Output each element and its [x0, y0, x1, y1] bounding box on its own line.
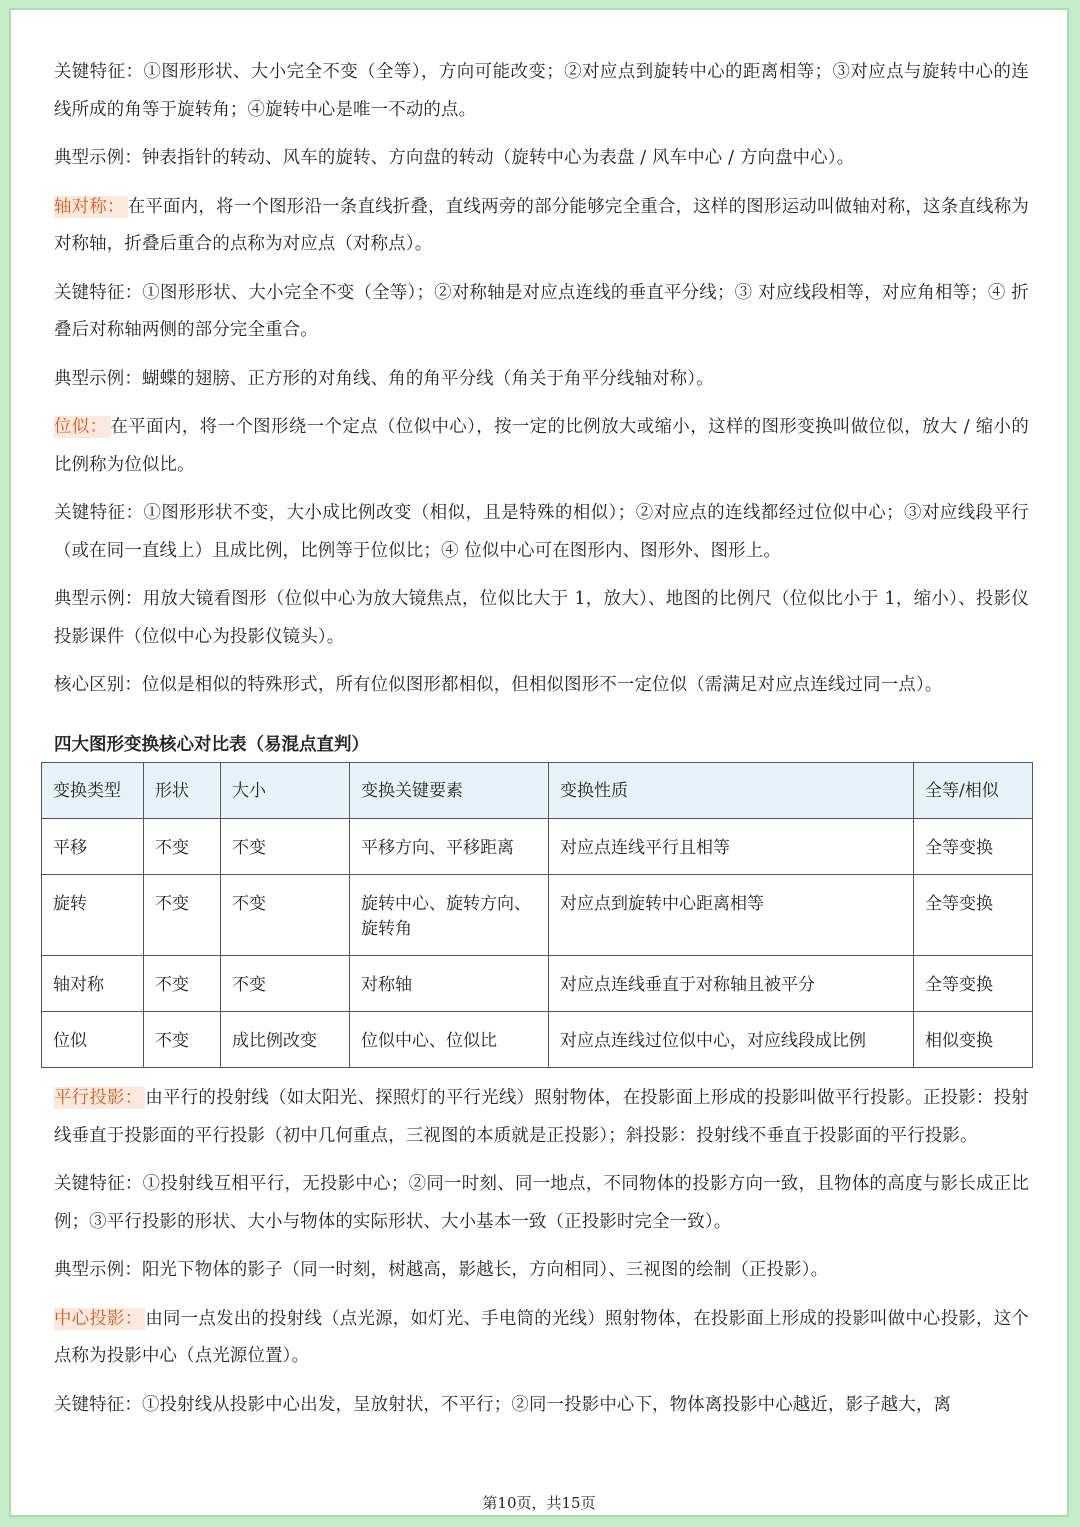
header-cell: 全等/相似: [914, 763, 1033, 819]
paragraph-text: 典型示例：蝴蝶的翅膀、正方形的对角线、角的角平分线（角关于角平分线轴对称）。: [54, 368, 714, 389]
table-cell: 不变: [144, 875, 221, 956]
paragraph: [54, 361, 1029, 399]
term-highlight: 轴对称：: [54, 196, 128, 218]
paragraph: [54, 275, 1029, 350]
table-cell: 对应点连线平行且相等: [549, 819, 914, 875]
term-highlight: 中心投影：: [54, 1308, 145, 1330]
table-cell: 相似变换: [914, 1012, 1033, 1068]
table-cell: 不变: [144, 819, 221, 875]
paragraph-text: 由平行的投射线（如太阳光、探照灯的平行光线）照射物体，在投影面上形成的投影叫做平行投影。正投影：投射线垂直于投影面的平行投影（初中几何重点，三视图的本质就是正投影）；斜投影：投射线不垂直于投影面的平行投影。: [54, 1088, 1029, 1146]
paragraph: [54, 1080, 1029, 1155]
header-cell: 变换性质: [549, 763, 914, 819]
paragraph-text: 在平面内，将一个图形绕一个定点（位似中心），按一定的比例放大或缩小，这样的图形变换叫做位似，放大 / 缩小的比例称为位似比。: [54, 417, 1029, 475]
header-cell: 大小: [221, 763, 350, 819]
paragraph-text: 核心区别：位似是相似的特殊形式，所有位似图形都相似，但相似图形不一定位似（需满足对应点连线过同一点）。: [54, 675, 943, 695]
paragraph: [54, 495, 1029, 570]
table-cell: 位似: [42, 1012, 144, 1068]
table-cell: 对应点连线垂直于对称轴且被平分: [549, 956, 914, 1012]
table-cell: 不变: [144, 1012, 221, 1068]
table-cell: 平移方向、平移距离: [350, 819, 549, 875]
term-highlight: 平行投影：: [54, 1087, 145, 1109]
text-section-top: [54, 54, 1029, 716]
paragraph-text: 关键特征：①投射线从投影中心出发，呈放射状，不平行；②同一投影中心下，物体离投影中心越近，影子越大，离: [54, 1394, 952, 1415]
table-cell: 不变: [144, 956, 221, 1012]
table-header-row: [42, 763, 1033, 819]
table-cell: 旋转中心、旋转方向、旋转角: [350, 875, 549, 956]
paragraph-text: 关键特征：①图形形状不变，大小成比例改变（相似，且是特殊的相似）；②对应点的连线都经过位似中心；③对应线段平行（或在同一直线上）且成比例，比例等于位似比；④ 位似中心可在图形内、图形外、图形上。: [54, 503, 1029, 561]
table-cell: 对应点连线过位似中心，对应线段成比例: [549, 1012, 914, 1068]
paragraph: [54, 409, 1029, 484]
table-cell: 旋转: [42, 875, 144, 956]
paragraph: [54, 581, 1029, 656]
table-row: [42, 1012, 1033, 1068]
table-cell: 不变: [221, 956, 350, 1012]
paragraph: [54, 189, 1029, 264]
table-row: [42, 875, 1033, 956]
paragraph: [54, 1387, 1029, 1425]
paragraph: [54, 140, 1029, 178]
header-cell: 形状: [144, 763, 221, 819]
comparison-table: [41, 762, 1033, 1068]
table-cell: 全等变换: [914, 956, 1033, 1012]
header-cell: 变换关键要素: [350, 763, 549, 819]
document-page: [9, 8, 1069, 1517]
table-row: [42, 819, 1033, 875]
table-cell: 成比例改变: [221, 1012, 350, 1068]
table-cell: 位似中心、位似比: [350, 1012, 549, 1068]
header-cell: 变换类型: [42, 763, 144, 819]
table-title: 四大图形变换核心对比表（易混点直判）: [54, 735, 369, 755]
table-row: [42, 956, 1033, 1012]
table-cell: 对应点到旋转中心距离相等: [549, 875, 914, 956]
text-section-bottom: [54, 1080, 1029, 1435]
paragraph: [54, 1166, 1029, 1241]
table-cell: 不变: [221, 819, 350, 875]
paragraph: [54, 1252, 1029, 1290]
table-cell: 平移: [42, 819, 144, 875]
paragraph-text: 关键特征：①投射线互相平行，无投影中心；②同一时刻、同一地点，不同物体的投影方向一致，且物体的高度与影长成正比例；③平行投影的形状、大小与物体的实际形状、大小基本一致（正投影时完全一致）。: [54, 1174, 1029, 1232]
table-cell: 对称轴: [350, 956, 549, 1012]
table-cell: 不变: [221, 875, 350, 956]
paragraph: [54, 54, 1029, 129]
table-cell: 轴对称: [42, 956, 144, 1012]
paragraph-text: 由同一点发出的投射线（点光源，如灯光、手电筒的光线）照射物体，在投影面上形成的投影叫做中心投影，这个点称为投影中心（点光源位置）。: [54, 1308, 1029, 1366]
paragraph: [54, 667, 1029, 705]
paragraph-text: 典型示例：用放大镜看图形（位似中心为放大镜焦点，位似比大于 1，放大）、地图的比例尺（位似比小于 1，缩小）、投影仪投影课件（位似中心为投影仪镜头）。: [54, 589, 1029, 647]
paragraph-text: 在平面内，将一个图形沿一条直线折叠，直线两旁的部分能够完全重合，这样的图形运动叫做轴对称，这条直线称为对称轴，折叠后重合的点称为对应点（对称点）。: [54, 196, 1029, 254]
term-highlight: 位似：: [54, 416, 111, 438]
paragraph-text: 典型示例：阳光下物体的影子（同一时刻，树越高，影越长，方向相同）、三视图的绘制（正投影）。: [54, 1260, 829, 1280]
paragraph: [54, 1301, 1029, 1376]
paragraph-text: 典型示例：钟表指针的转动、风车的旋转、方向盘的转动（旋转中心为表盘 / 风车中心 / 方向盘中心）。: [54, 148, 855, 168]
paragraph-text: 关键特征：①图形形状、大小完全不变（全等），方向可能改变；②对应点到旋转中心的距离相等；③对应点与旋转中心的连线所成的角等于旋转角；④旋转中心是唯一不动的点。: [54, 62, 1029, 120]
paragraph-text: 关键特征：①图形形状、大小完全不变（全等）；②对称轴是对应点连线的垂直平分线；③ 对应线段相等，对应角相等；④ 折叠后对称轴两侧的部分完全重合。: [54, 282, 1029, 340]
table-cell: 全等变换: [914, 875, 1033, 956]
table-cell: 全等变换: [914, 819, 1033, 875]
page-number: 第10页，共15页: [482, 1494, 596, 1512]
